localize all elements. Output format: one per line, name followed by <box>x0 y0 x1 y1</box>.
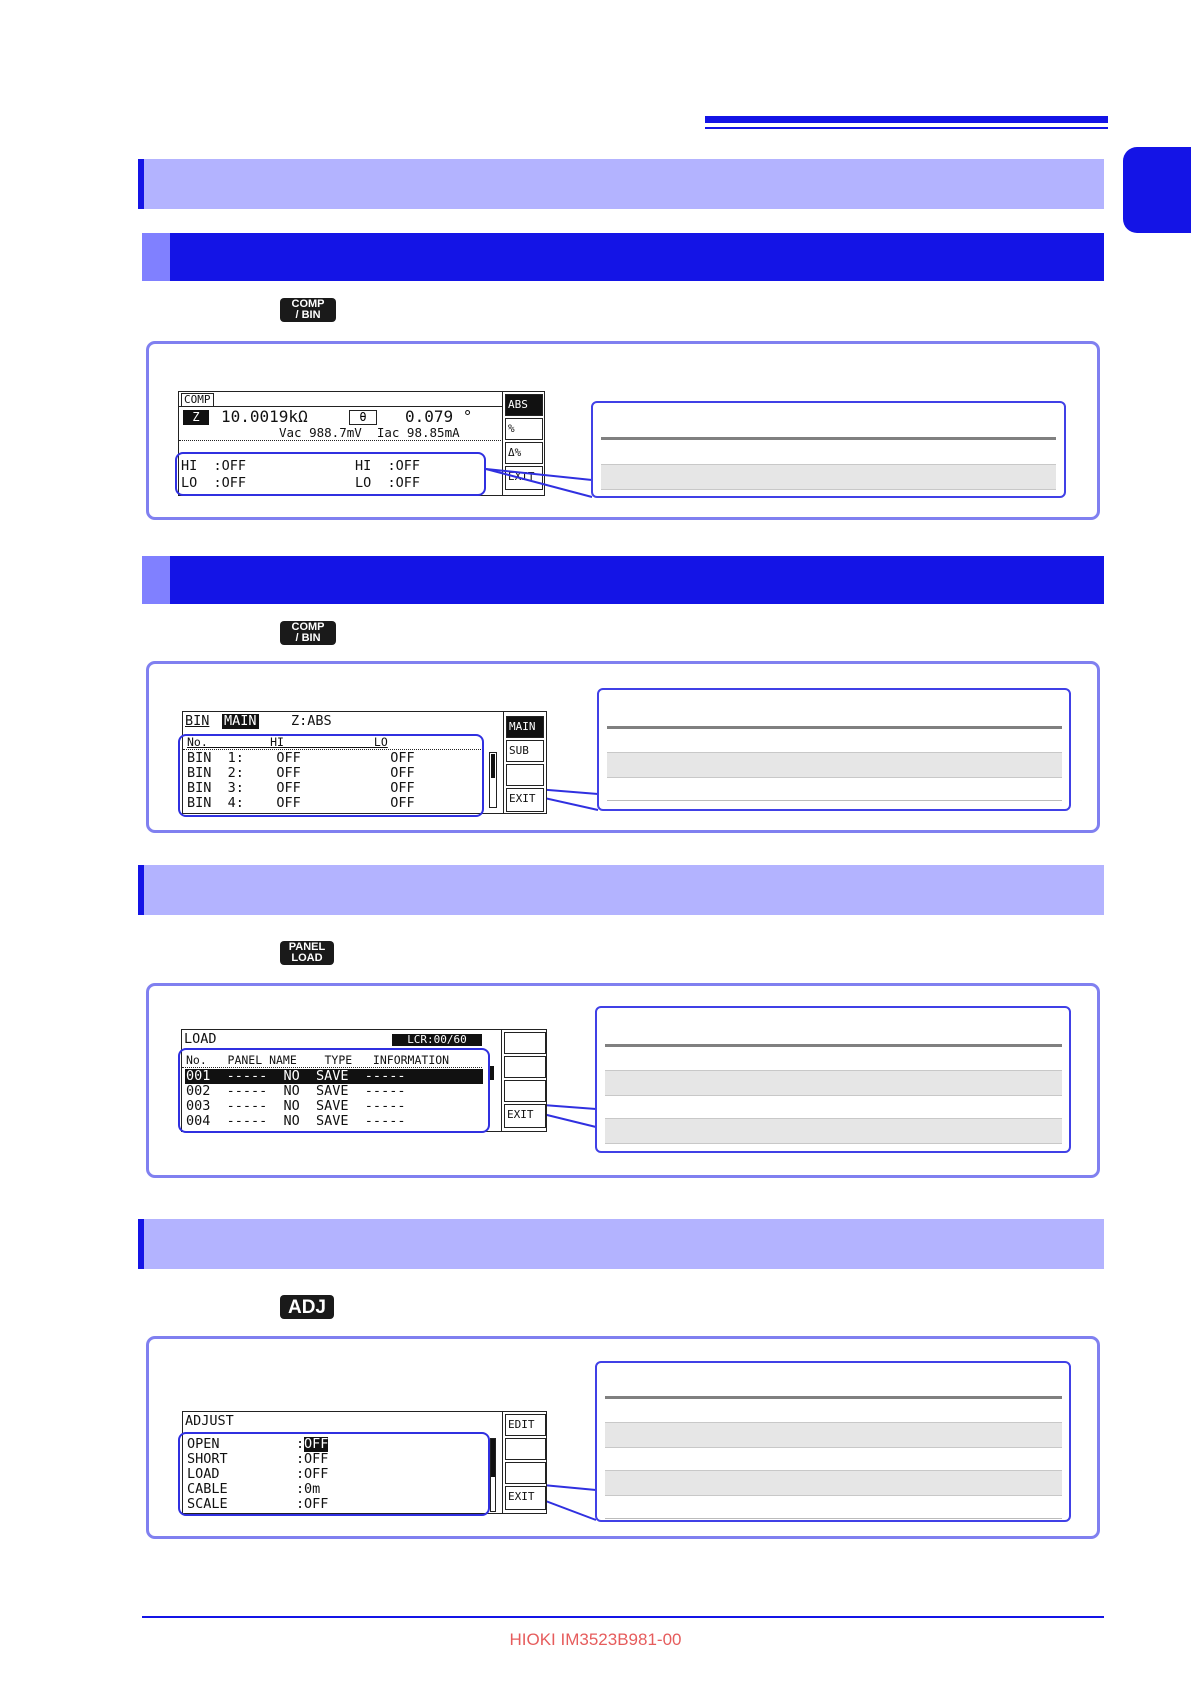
softkey-percent[interactable]: % <box>505 418 543 440</box>
footer-rule <box>142 1616 1104 1618</box>
softkey-sub[interactable]: SUB <box>506 740 544 762</box>
load-lcd-highlight <box>178 1048 490 1133</box>
key-label-bottom: / BIN <box>295 632 321 644</box>
adjust-label-cable: CABLE <box>187 1481 228 1497</box>
key-label-top: PANEL <box>288 941 326 953</box>
section-header-3 <box>138 1219 1104 1269</box>
bin-mode: Z:ABS <box>291 713 332 729</box>
lcd-title: BIN <box>185 713 210 729</box>
hi-left: HI :OFF <box>181 458 247 474</box>
load-row-1[interactable]: 001 ----- NO SAVE ----- <box>186 1068 406 1084</box>
key-label-top: COMP <box>291 621 325 633</box>
softkey-blank[interactable] <box>506 764 544 786</box>
callout-load <box>595 1006 1071 1153</box>
adjust-value-short[interactable]: OFF <box>304 1451 329 1467</box>
adjust-value-cable[interactable]: 0m <box>304 1481 321 1497</box>
adjust-label-open: OPEN <box>187 1436 220 1452</box>
adjust-label-short: SHORT <box>187 1451 228 1467</box>
param2-badge: θ <box>349 410 377 425</box>
lcd-title: COMP <box>181 393 214 407</box>
section-header-2 <box>138 865 1104 915</box>
load-softkeys <box>501 1030 548 1132</box>
callout-comp <box>591 401 1066 498</box>
softkey-abs[interactable]: ABS <box>505 394 543 416</box>
lo-left: LO :OFF <box>181 475 247 491</box>
param1-value: 10.0019kΩ <box>221 407 308 426</box>
footer-doc-id: HIOKI IM3523B981-00 <box>509 1630 682 1649</box>
adj-key: ADJ <box>280 1295 334 1319</box>
softkey-delta-percent[interactable]: Δ% <box>505 442 543 464</box>
adjust-lcd: ADJUST OPEN SHORT LOAD CABLE SCALE : : : : : OFF OFF OFF 0m OFF EDIT EXIT <box>182 1411 547 1514</box>
softkey-blank-1[interactable] <box>504 1032 546 1054</box>
lcd-title: LOAD <box>184 1031 217 1047</box>
adjust-softkeys <box>502 1412 548 1514</box>
callout-bin <box>597 688 1071 811</box>
bin-softkeys <box>503 712 548 814</box>
key-label-top: COMP <box>291 298 325 310</box>
softkey-blank-1[interactable] <box>505 1438 546 1460</box>
load-header: No. PANEL NAME TYPE INFORMATION <box>186 1053 450 1067</box>
bin-row-3: BIN 3: OFF OFF <box>187 780 415 796</box>
lcr-counter-badge: LCR:00/60 <box>392 1034 482 1046</box>
softkey-main[interactable]: MAIN <box>506 716 544 738</box>
load-row-4[interactable]: 004 ----- NO SAVE ----- <box>186 1113 406 1129</box>
hi-right: HI :OFF <box>355 458 421 474</box>
key-label-bottom: LOAD <box>291 952 323 964</box>
scrollbar[interactable] <box>489 752 497 808</box>
key-label-bottom: / BIN <box>295 309 321 321</box>
softkey-exit[interactable]: EXIT <box>506 788 544 812</box>
adjust-value-load[interactable]: OFF <box>304 1466 329 1482</box>
bin-row-2: BIN 2: OFF OFF <box>187 765 415 781</box>
softkey-exit[interactable]: EXIT <box>505 466 543 490</box>
param2-value: 0.079 ° <box>405 407 473 426</box>
adjust-label-scale: SCALE <box>187 1496 228 1512</box>
adjust-label-load: LOAD <box>187 1466 220 1482</box>
tab-main: MAIN <box>224 713 257 729</box>
adjust-value-scale[interactable]: OFF <box>304 1496 329 1512</box>
bin-header: No. HI LO <box>187 735 388 749</box>
softkey-edit[interactable]: EDIT <box>505 1414 546 1436</box>
adjust-lcd-highlight <box>178 1432 490 1516</box>
softkey-blank-3[interactable] <box>504 1080 546 1102</box>
scrollbar[interactable] <box>490 1438 496 1512</box>
bin-row-4: BIN 4: OFF OFF <box>187 795 415 811</box>
subsection-header-bin <box>142 556 1104 604</box>
load-row-3[interactable]: 003 ----- NO SAVE ----- <box>186 1098 406 1114</box>
softkey-exit[interactable]: EXIT <box>504 1104 546 1128</box>
callout-adjust <box>595 1361 1071 1522</box>
lcd-title: ADJUST <box>185 1413 234 1429</box>
softkey-blank-2[interactable] <box>505 1462 546 1484</box>
param1-badge: Z <box>183 410 209 425</box>
load-row-2[interactable]: 002 ----- NO SAVE ----- <box>186 1083 406 1099</box>
softkey-blank-2[interactable] <box>504 1056 546 1078</box>
bin-lcd-highlight <box>178 734 484 817</box>
panel-load-key <box>280 941 334 965</box>
lo-right: LO :OFF <box>355 475 421 491</box>
monitor-values: Vac 988.7mV Iac 98.85mA <box>279 425 460 440</box>
softkey-exit[interactable]: EXIT <box>505 1486 546 1510</box>
scrollbar[interactable] <box>490 1066 494 1080</box>
adjust-value-open[interactable]: OFF <box>304 1436 329 1452</box>
comp-bin-key-2 <box>280 621 336 645</box>
bin-row-1: BIN 1: OFF OFF <box>187 750 415 766</box>
